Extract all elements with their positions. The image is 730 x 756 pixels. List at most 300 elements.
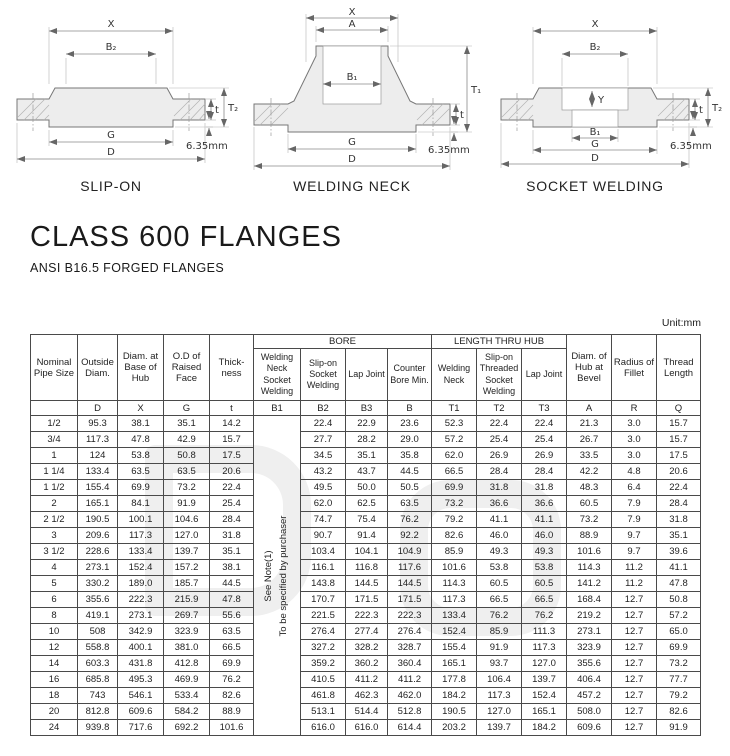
- value-cell: 35.1: [657, 528, 701, 544]
- bore-opening: [572, 110, 618, 127]
- header-diam-hub-bevel: Diam. of Hub at Bevel: [567, 335, 612, 401]
- value-cell: 143.8: [301, 576, 346, 592]
- value-cell: 221.5: [301, 608, 346, 624]
- value-cell: 76.2: [522, 608, 567, 624]
- value-cell: 7.9: [612, 512, 657, 528]
- value-cell: 342.9: [118, 624, 164, 640]
- value-cell: 76.2: [210, 672, 254, 688]
- value-cell: 177.8: [432, 672, 477, 688]
- symbol-cell: A: [567, 401, 612, 416]
- pipe-size-cell: 10: [31, 624, 78, 640]
- value-cell: 69.9: [118, 480, 164, 496]
- dim-label-face: 6.35mm: [428, 145, 470, 156]
- pipe-size-cell: 4: [31, 560, 78, 576]
- table-row: [31, 416, 701, 432]
- value-cell: 168.4: [567, 592, 612, 608]
- value-cell: 11.2: [612, 560, 657, 576]
- value-cell: 28.4: [522, 464, 567, 480]
- value-cell: 39.6: [657, 544, 701, 560]
- socket-opening: [562, 88, 628, 110]
- value-cell: 65.0: [657, 624, 701, 640]
- page-title: CLASS 600 FLANGES: [30, 221, 342, 253]
- value-cell: 90.7: [301, 528, 346, 544]
- value-cell: 165.1: [522, 704, 567, 720]
- value-cell: 91.9: [477, 640, 522, 656]
- value-cell: 276.4: [388, 624, 432, 640]
- value-cell: 114.3: [567, 560, 612, 576]
- value-cell: 82.6: [210, 688, 254, 704]
- value-cell: 76.2: [388, 512, 432, 528]
- value-cell: 29.0: [388, 432, 432, 448]
- value-cell: 35.1: [346, 448, 388, 464]
- b1-note-cell: [254, 416, 301, 736]
- pipe-size-cell: 8: [31, 608, 78, 624]
- value-cell: 49.3: [522, 544, 567, 560]
- dim-label-g: G: [591, 139, 599, 150]
- diagrams-row: [2, 4, 728, 204]
- dim-label-t1: T₁: [471, 85, 482, 96]
- table-row: [31, 640, 701, 656]
- header-radius-fillet: Radius of Fillet: [612, 335, 657, 401]
- value-cell: 609.6: [567, 720, 612, 736]
- pipe-size-cell: 1 1/4: [31, 464, 78, 480]
- value-cell: 411.2: [388, 672, 432, 688]
- value-cell: 219.2: [567, 608, 612, 624]
- value-cell: 215.9: [164, 592, 210, 608]
- value-cell: 25.4: [477, 432, 522, 448]
- header-counter-bore-min: Counter Bore Min.: [388, 349, 432, 401]
- value-cell: 101.6: [567, 544, 612, 560]
- value-cell: 100.1: [118, 512, 164, 528]
- value-cell: 22.4: [657, 480, 701, 496]
- value-cell: 6.4: [612, 480, 657, 496]
- value-cell: 44.5: [210, 576, 254, 592]
- value-cell: 133.4: [432, 608, 477, 624]
- value-cell: 419.1: [78, 608, 118, 624]
- value-cell: 36.6: [522, 496, 567, 512]
- symbol-cell: X: [118, 401, 164, 416]
- value-cell: 203.2: [432, 720, 477, 736]
- dim-label-t: t: [460, 110, 464, 121]
- value-cell: 75.4: [346, 512, 388, 528]
- value-cell: 27.7: [301, 432, 346, 448]
- value-cell: 43.2: [301, 464, 346, 480]
- value-cell: 69.9: [210, 656, 254, 672]
- pipe-size-cell: 1 1/2: [31, 480, 78, 496]
- table-row: [31, 480, 701, 496]
- pipe-size-cell: 1: [31, 448, 78, 464]
- pipe-size-cell: 3/4: [31, 432, 78, 448]
- value-cell: 124: [78, 448, 118, 464]
- value-cell: 12.7: [612, 640, 657, 656]
- dim-label-b1: B₁: [589, 127, 601, 138]
- value-cell: 69.9: [657, 640, 701, 656]
- value-cell: 360.4: [388, 656, 432, 672]
- dim-label-b1: B₁: [346, 72, 358, 83]
- value-cell: 26.7: [567, 432, 612, 448]
- value-cell: 85.9: [477, 624, 522, 640]
- value-cell: 4.8: [612, 464, 657, 480]
- value-cell: 127.0: [522, 656, 567, 672]
- value-cell: 152.4: [432, 624, 477, 640]
- value-cell: 133.4: [118, 544, 164, 560]
- value-cell: 273.1: [78, 560, 118, 576]
- value-cell: 3.0: [612, 416, 657, 432]
- value-cell: 3.0: [612, 448, 657, 464]
- value-cell: 22.4: [477, 416, 522, 432]
- value-cell: 57.2: [432, 432, 477, 448]
- symbol-cell: R: [612, 401, 657, 416]
- value-cell: 184.2: [522, 720, 567, 736]
- value-cell: 66.5: [522, 592, 567, 608]
- value-cell: 431.8: [118, 656, 164, 672]
- value-cell: 508: [78, 624, 118, 640]
- value-cell: 34.5: [301, 448, 346, 464]
- value-cell: 35.1: [164, 416, 210, 432]
- value-cell: 53.8: [477, 560, 522, 576]
- value-cell: 533.4: [164, 688, 210, 704]
- value-cell: 57.2: [657, 608, 701, 624]
- dim-label-d: D: [591, 153, 599, 164]
- symbol-cell: T1: [432, 401, 477, 416]
- value-cell: 171.5: [388, 592, 432, 608]
- value-cell: 49.5: [301, 480, 346, 496]
- value-cell: 508.0: [567, 704, 612, 720]
- diagram-caption: SLIP-ON: [80, 178, 142, 194]
- table-row: [31, 464, 701, 480]
- value-cell: 117.3: [78, 432, 118, 448]
- value-cell: 127.0: [477, 704, 522, 720]
- value-cell: 12.7: [612, 608, 657, 624]
- value-cell: 3.0: [612, 432, 657, 448]
- value-cell: 144.5: [346, 576, 388, 592]
- header-welding-neck-socket-welding: Welding Neck Socket Welding: [254, 349, 301, 401]
- value-cell: 88.9: [567, 528, 612, 544]
- value-cell: 328.7: [388, 640, 432, 656]
- value-cell: 812.8: [78, 704, 118, 720]
- group-header-row: [31, 335, 701, 349]
- value-cell: 116.8: [346, 560, 388, 576]
- value-cell: 55.6: [210, 608, 254, 624]
- value-cell: 38.1: [118, 416, 164, 432]
- table-row: [31, 544, 701, 560]
- table-row: [31, 672, 701, 688]
- unit-label: Unit:mm: [661, 317, 701, 329]
- value-cell: 209.6: [78, 528, 118, 544]
- pipe-size-cell: 20: [31, 704, 78, 720]
- value-cell: 609.6: [118, 704, 164, 720]
- value-cell: 222.3: [346, 608, 388, 624]
- value-cell: 185.7: [164, 576, 210, 592]
- value-cell: 91.9: [164, 496, 210, 512]
- value-cell: 330.2: [78, 576, 118, 592]
- value-cell: 41.1: [657, 560, 701, 576]
- value-cell: 12.7: [612, 592, 657, 608]
- dim-label-b2: B₂: [105, 42, 117, 53]
- value-cell: 73.2: [657, 656, 701, 672]
- pipe-size-cell: 2: [31, 496, 78, 512]
- value-cell: 62.0: [432, 448, 477, 464]
- value-cell: 462.3: [346, 688, 388, 704]
- value-cell: 228.6: [78, 544, 118, 560]
- value-cell: 685.8: [78, 672, 118, 688]
- value-cell: 15.7: [657, 416, 701, 432]
- header-lap-joint-bore: Lap Joint: [346, 349, 388, 401]
- b1-note-text: See Note(1) To be specified by purchaser: [263, 515, 290, 636]
- dim-label-face: 6.35mm: [186, 141, 228, 152]
- pipe-size-cell: 2 1/2: [31, 512, 78, 528]
- table-row: [31, 576, 701, 592]
- value-cell: 139.7: [477, 720, 522, 736]
- dim-label-g: G: [107, 130, 115, 141]
- value-cell: 412.8: [164, 656, 210, 672]
- value-cell: 141.2: [567, 576, 612, 592]
- value-cell: 155.4: [78, 480, 118, 496]
- group-header-length-thru-hub: LENGTH THRU HUB: [432, 335, 567, 349]
- value-cell: 144.5: [388, 576, 432, 592]
- pipe-size-cell: 14: [31, 656, 78, 672]
- flange-section: [17, 88, 205, 127]
- header-outside-diam: Outside Diam.: [78, 335, 118, 401]
- value-cell: 85.9: [432, 544, 477, 560]
- value-cell: 400.1: [118, 640, 164, 656]
- value-cell: 9.7: [612, 528, 657, 544]
- value-cell: 152.4: [118, 560, 164, 576]
- value-cell: 22.9: [346, 416, 388, 432]
- value-cell: 190.5: [432, 704, 477, 720]
- value-cell: 35.1: [210, 544, 254, 560]
- value-cell: 12.7: [612, 704, 657, 720]
- value-cell: 25.4: [210, 496, 254, 512]
- value-cell: 82.6: [432, 528, 477, 544]
- value-cell: 43.7: [346, 464, 388, 480]
- value-cell: 49.3: [477, 544, 522, 560]
- table-row: [31, 688, 701, 704]
- socketwelding-drawing: [486, 4, 728, 204]
- value-cell: 66.5: [432, 464, 477, 480]
- table-header: [31, 335, 701, 416]
- value-cell: 35.8: [388, 448, 432, 464]
- value-cell: 28.4: [210, 512, 254, 528]
- value-cell: 189.0: [118, 576, 164, 592]
- value-cell: 104.1: [346, 544, 388, 560]
- value-cell: 9.7: [612, 544, 657, 560]
- symbol-cell: B2: [301, 401, 346, 416]
- pipe-size-cell: 3: [31, 528, 78, 544]
- value-cell: 48.3: [567, 480, 612, 496]
- value-cell: 53.8: [118, 448, 164, 464]
- value-cell: 26.9: [477, 448, 522, 464]
- value-cell: 77.7: [657, 672, 701, 688]
- value-cell: 26.9: [522, 448, 567, 464]
- value-cell: 462.0: [388, 688, 432, 704]
- value-cell: 47.8: [657, 576, 701, 592]
- value-cell: 12.7: [612, 720, 657, 736]
- pipe-size-cell: 6: [31, 592, 78, 608]
- symbol-cell: T2: [477, 401, 522, 416]
- table-row: [31, 656, 701, 672]
- header-lap-joint-length: Lap Joint: [522, 349, 567, 401]
- value-cell: 22.4: [522, 416, 567, 432]
- symbol-cell: t: [210, 401, 254, 416]
- socketwelding-diagram: [486, 4, 728, 204]
- value-cell: 11.2: [612, 576, 657, 592]
- value-cell: 33.5: [567, 448, 612, 464]
- dim-label-a: A: [348, 19, 356, 30]
- slipon-diagram: [2, 4, 244, 204]
- value-cell: 47.8: [118, 432, 164, 448]
- dim-label-x: X: [348, 7, 356, 18]
- slipon-drawing: [2, 4, 244, 204]
- value-cell: 355.6: [567, 656, 612, 672]
- value-cell: 157.2: [164, 560, 210, 576]
- value-cell: 21.3: [567, 416, 612, 432]
- value-cell: 406.4: [567, 672, 612, 688]
- value-cell: 117.3: [118, 528, 164, 544]
- value-cell: 114.3: [432, 576, 477, 592]
- header-slipon-socket-welding: Slip-on Socket Welding: [301, 349, 346, 401]
- value-cell: 74.7: [301, 512, 346, 528]
- value-cell: 273.1: [118, 608, 164, 624]
- value-cell: 184.2: [432, 688, 477, 704]
- value-cell: 15.7: [210, 432, 254, 448]
- value-cell: 939.8: [78, 720, 118, 736]
- group-header-bore: BORE: [254, 335, 432, 349]
- value-cell: 170.7: [301, 592, 346, 608]
- value-cell: 111.3: [522, 624, 567, 640]
- symbol-cell: G: [164, 401, 210, 416]
- value-cell: 50.5: [388, 480, 432, 496]
- value-cell: 546.1: [118, 688, 164, 704]
- value-cell: 31.8: [477, 480, 522, 496]
- value-cell: 359.2: [301, 656, 346, 672]
- value-cell: 139.7: [522, 672, 567, 688]
- dim-label-t: t: [215, 105, 219, 116]
- value-cell: 63.5: [388, 496, 432, 512]
- value-cell: 276.4: [301, 624, 346, 640]
- value-cell: 82.6: [657, 704, 701, 720]
- value-cell: 101.6: [432, 560, 477, 576]
- pipe-size-cell: 18: [31, 688, 78, 704]
- value-cell: 22.4: [301, 416, 346, 432]
- header-welding-neck: Welding Neck: [432, 349, 477, 401]
- value-cell: 17.5: [210, 448, 254, 464]
- value-cell: 73.2: [164, 480, 210, 496]
- value-cell: 25.4: [522, 432, 567, 448]
- value-cell: 53.8: [522, 560, 567, 576]
- value-cell: 616.0: [301, 720, 346, 736]
- table-row: [31, 528, 701, 544]
- value-cell: 36.6: [477, 496, 522, 512]
- dim-label-t2: T₂: [228, 103, 239, 114]
- value-cell: 28.4: [477, 464, 522, 480]
- value-cell: 103.4: [301, 544, 346, 560]
- diagram-caption: SOCKET WELDING: [526, 178, 664, 194]
- value-cell: 46.0: [477, 528, 522, 544]
- pipe-size-cell: 12: [31, 640, 78, 656]
- value-cell: 323.9: [164, 624, 210, 640]
- dim-label-t2: T₂: [712, 103, 723, 114]
- dim-label-y: Y: [598, 95, 605, 106]
- value-cell: 84.1: [118, 496, 164, 512]
- dim-label-x: X: [591, 19, 599, 30]
- page-subtitle: ANSI B16.5 FORGED FLANGES: [30, 261, 225, 275]
- value-cell: 717.6: [118, 720, 164, 736]
- symbol-cell: Q: [657, 401, 701, 416]
- value-cell: 20.6: [210, 464, 254, 480]
- value-cell: 73.2: [567, 512, 612, 528]
- value-cell: 273.1: [567, 624, 612, 640]
- dim-label-d: D: [107, 147, 115, 158]
- table-row: [31, 432, 701, 448]
- pipe-size-cell: 16: [31, 672, 78, 688]
- value-cell: 17.5: [657, 448, 701, 464]
- value-cell: 28.2: [346, 432, 388, 448]
- value-cell: 495.3: [118, 672, 164, 688]
- value-cell: 60.5: [522, 576, 567, 592]
- value-cell: 469.9: [164, 672, 210, 688]
- value-cell: 743: [78, 688, 118, 704]
- value-cell: 66.5: [477, 592, 522, 608]
- table-row: [31, 496, 701, 512]
- value-cell: 360.2: [346, 656, 388, 672]
- dim-label-face: 6.35mm: [670, 141, 712, 152]
- value-cell: 42.2: [567, 464, 612, 480]
- value-cell: 165.1: [432, 656, 477, 672]
- value-cell: 62.5: [346, 496, 388, 512]
- value-cell: 155.4: [432, 640, 477, 656]
- value-cell: 28.4: [657, 496, 701, 512]
- dim-label-d: D: [348, 154, 356, 165]
- value-cell: 50.8: [657, 592, 701, 608]
- dim-label-x: X: [107, 19, 115, 30]
- header-thickness: Thick-ness: [210, 335, 254, 401]
- value-cell: 381.0: [164, 640, 210, 656]
- value-cell: 63.5: [164, 464, 210, 480]
- value-cell: 558.8: [78, 640, 118, 656]
- value-cell: 12.7: [612, 688, 657, 704]
- value-cell: 171.5: [346, 592, 388, 608]
- value-cell: 104.6: [164, 512, 210, 528]
- value-cell: 117.3: [432, 592, 477, 608]
- value-cell: 47.8: [210, 592, 254, 608]
- value-cell: 50.8: [164, 448, 210, 464]
- value-cell: 584.2: [164, 704, 210, 720]
- value-cell: 165.1: [78, 496, 118, 512]
- value-cell: 31.8: [522, 480, 567, 496]
- value-cell: 63.5: [118, 464, 164, 480]
- value-cell: 104.9: [388, 544, 432, 560]
- value-cell: 222.3: [118, 592, 164, 608]
- weldingneck-drawing: [244, 4, 486, 204]
- value-cell: 117.6: [388, 560, 432, 576]
- symbol-cell: T3: [522, 401, 567, 416]
- header-nominal-pipe-size: Nominal Pipe Size: [31, 335, 78, 401]
- value-cell: 117.3: [477, 688, 522, 704]
- header-diam-base-hub: Diam. at Base of Hub: [118, 335, 164, 401]
- dimensions-table: [30, 334, 701, 736]
- pipe-size-cell: 5: [31, 576, 78, 592]
- weldingneck-diagram: [244, 4, 486, 204]
- value-cell: 514.4: [346, 704, 388, 720]
- diagram-caption: WELDING NECK: [293, 178, 411, 194]
- value-cell: 410.5: [301, 672, 346, 688]
- value-cell: 269.7: [164, 608, 210, 624]
- table-row: [31, 592, 701, 608]
- header-thread-length: Thread Length: [657, 335, 701, 401]
- value-cell: 79.2: [657, 688, 701, 704]
- value-cell: 12.7: [612, 672, 657, 688]
